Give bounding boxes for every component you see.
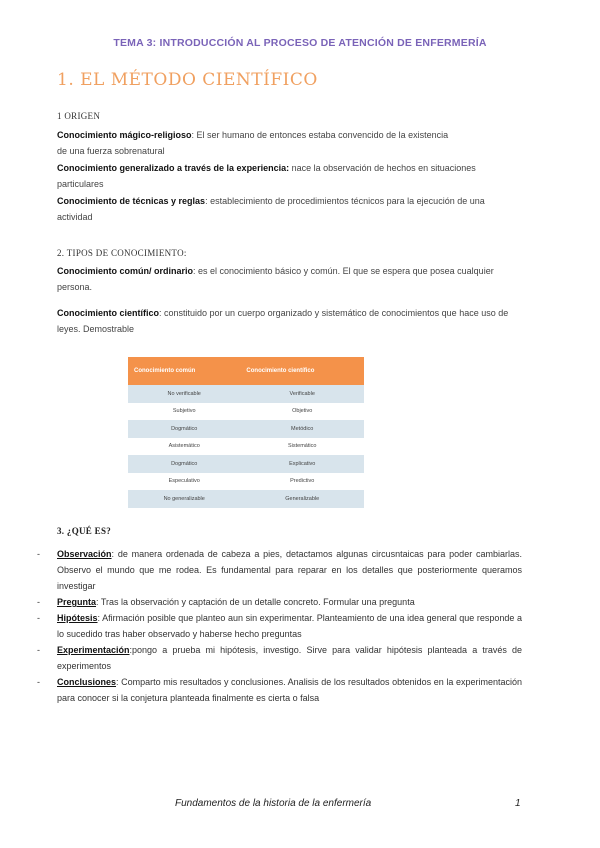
tipos-heading: 2. TIPOS DE CONOCIMIENTO: — [57, 248, 187, 258]
description: :pongo a prueba mi hipótesis, investigo. Sirve para validar hipótesis planteada a través de experimentos — [57, 645, 522, 671]
list-item: - Conclusiones: Comparto mis resultados y conclusiones. Analisis de los resultados obtenidos en la experimentación para conocer si la conjetura planteada finalmente es cierta o falsa — [37, 677, 522, 703]
origen-item — [57, 193, 522, 225]
origen-item — [57, 127, 457, 159]
table-cell: Subjetivo — [128, 403, 240, 421]
header-cell: Conocimiento común — [128, 357, 240, 385]
table-cell: Especulativo — [128, 473, 240, 491]
table-row — [128, 438, 364, 456]
table-cell: Dogmático — [128, 455, 240, 473]
description: : constituido por un cuerpo organizado y sistemático de conocimientos que hace uso de leyes. Demostrable — [57, 308, 509, 334]
origen-item — [57, 160, 522, 192]
term: Conclusiones — [57, 677, 117, 687]
list-item: - Pregunta: Tras la observación y captación de un detalle concreto. Formular una pregunta — [37, 597, 415, 607]
term: Pregunta — [57, 597, 97, 607]
table-cell: Metódico — [240, 420, 364, 438]
table-cell: Dogmático — [128, 420, 240, 438]
description: : Comparto mis resultados y conclusiones. Analisis de los resultados obtenidos en la experimentación para conocer si la conjetura planteada finalmente es cierta o falsa — [57, 677, 522, 703]
knowledge-table — [128, 357, 364, 508]
term: Conocimiento común/ ordinario — [57, 266, 194, 276]
description: : Afirmación posible que planteo aun sin experimentar. Planteamiento de una idea general que responde a lo sucedido tras haber observado y haberse hecho preguntas — [57, 613, 522, 639]
description: : Tras la observación y captación de un detalle concreto. Formular una pregunta — [96, 597, 415, 607]
page-header: TEMA 3: INTRODUCCIÓN AL PROCESO DE ATENCIÓN DE ENFERMERÍA — [113, 37, 487, 49]
description: : establecimiento de procedimientos técnicos para la ejecución de una actividad — [57, 196, 485, 222]
table-row — [128, 455, 364, 473]
description: : El ser humano de entonces estaba convencido de la existencia de una fuerza sobrenatural — [57, 130, 449, 156]
description: : de manera ordenada de cabeza a pies, detactamos algunas circusntaicas para poder cambiarlas. Observo el mundo que me rodea. Es fundamental para reparar en los detalles que posteriormente queramos investigar — [57, 549, 522, 591]
description: nace la observación de hechos en situaciones particulares — [57, 163, 476, 189]
term: Hipótesis — [57, 613, 98, 623]
table-cell: Objetivo — [240, 403, 364, 421]
table-cell: Explicativo — [240, 455, 364, 473]
tipos-item — [57, 263, 522, 295]
term: Conocimiento científico — [57, 308, 160, 318]
footer-title: Fundamentos de la historia de la enfermería — [175, 798, 372, 809]
list-item: - Experimentación:pongo a prueba mi hipótesis, investigo. Sirve para validar hipótesis planteada a través de experimentos — [37, 645, 522, 671]
tipos-item — [57, 305, 522, 337]
term: Experimentación — [57, 645, 130, 655]
term: Observación — [57, 549, 112, 559]
que-es-heading: 3. ¿QUÉ ES? — [57, 526, 112, 536]
origen-heading: 1 ORIGEN — [57, 111, 101, 121]
section-title: 1. EL MÉTODO CIENTÍFICO — [57, 70, 318, 90]
list-item: - Observación: de manera ordenada de cabeza a pies, detactamos algunas circusntaicas para poder cambiarlas. Observo el mundo que me rodea. Es fundamental para reparar en los detalles que posteriormente queramos investigar — [37, 549, 522, 591]
term: Conocimiento generalizado a través de la experiencia: — [57, 163, 290, 173]
header-cell: Conocimiento científico — [240, 357, 364, 385]
table-cell: No generalizable — [128, 490, 240, 508]
table-header-row — [128, 357, 364, 385]
term: Conocimiento de técnicas y reglas — [57, 196, 206, 206]
table-row — [128, 420, 364, 438]
table-row — [128, 403, 364, 421]
table-cell: Verificable — [240, 385, 364, 403]
table-cell: Generalizable — [240, 490, 364, 508]
page-number: 1 — [515, 798, 521, 809]
list-item: - Hipótesis: Afirmación posible que planteo aun sin experimentar. Planteamiento de una idea general que responde a lo sucedido tras haber observado y haberse hecho preguntas — [37, 613, 522, 639]
term: Conocimiento mágico-religioso — [57, 130, 192, 140]
table-cell: Predictivo — [240, 473, 364, 491]
table-cell: Sistemático — [240, 438, 364, 456]
table-cell: No verificable — [128, 385, 240, 403]
table-row — [128, 473, 364, 491]
table-row — [128, 490, 364, 508]
table-row — [128, 385, 364, 403]
steps-list — [37, 546, 522, 706]
description: : es el conocimiento básico y común. El que se espera que posea cualquier persona. — [57, 266, 494, 292]
table-cell: Asistemático — [128, 438, 240, 456]
